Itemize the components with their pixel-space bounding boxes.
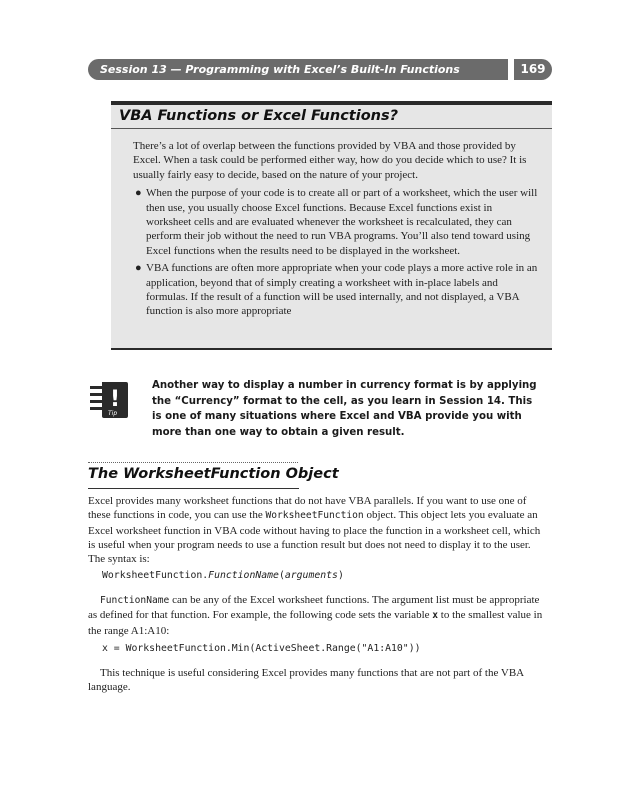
bullet-icon: ●: [135, 187, 142, 200]
inline-code-worksheetfunction: WorksheetFunction: [265, 510, 364, 522]
section-paragraph-3: [88, 666, 550, 695]
syntax-function-name: FunctionName: [208, 570, 279, 581]
sidebar-intro: There’s a lot of overlap between the functions provided by VBA and those provided by Excel. When a task could be performed either way, how do you decide which to use? It is usually fairly easy to decide, based on the nature of your project.: [133, 140, 527, 181]
syntax-open-paren: (: [278, 570, 285, 581]
sidebar-bullet-text: When the purpose of your code is to create all or part of a worksheet, which the user will then use, you usually choose Excel functions. Because Excel functions exist in worksheet cells and are evaluated whenever the worksheet is recalculated, they can perform their job without the need to run VBA programs. You’ll also tend toward using Excel functions when the results need to be displayed in the worksheet.: [146, 187, 538, 257]
sidebar-title: VBA Functions or Excel Functions?: [119, 108, 399, 124]
section-paragraph-2: [88, 593, 550, 638]
sidebar-title-rule: [111, 128, 552, 129]
tip-label: Tip: [108, 410, 118, 417]
tip-text: Another way to display a number in currency format is by applying the “Currency” format to the cell, as you learn in Session 14. This is one of many situations where Excel and VBA provide you with more than one way to obtain a given result.: [152, 380, 537, 438]
sidebar-bullet-item: [133, 261, 538, 319]
running-header-title: Session 13 — Programming with Excel’s Built-In Functions: [100, 63, 460, 76]
para1-text-b: object. This object lets you evaluate an Excel worksheet function in VBA code without having to place the function in a worksheet cell, which is useful when your program needs to use a function result but does not need to display it to the user. The syntax is:: [88, 509, 541, 566]
bullet-icon: ●: [135, 262, 142, 275]
sidebar-bullet-item: [133, 186, 538, 258]
section-title: The WorksheetFunction Object: [88, 466, 339, 482]
section-paragraph-1: [88, 494, 550, 566]
tip-exclamation: !: [109, 387, 121, 412]
syntax-close-paren: ): [337, 570, 344, 581]
running-header: [88, 59, 508, 80]
para2-text-b: to the smallest value in the range A1:A10:: [88, 609, 543, 637]
section-divider: [88, 462, 298, 464]
para1-text-a: Excel provides many worksheet functions that do not have VBA parallels. If you want to use one of these functions in code, you can use the: [88, 495, 527, 522]
sidebar-bullet-list: [133, 186, 538, 319]
sidebar-bullet-text: VBA functions are often more appropriate when your code plays a more active role in an application, beyond that of simply creating a worksheet with in-place labels and formulas. If the result of a function will be used internally, and not displayed, a VBA function is also more appropriate: [146, 262, 538, 318]
para2-text-a: can be any of the Excel worksheet functions. The argument list must be appropriate as defined for that function. For example, the following code sets the variable: [88, 594, 540, 622]
tip-icon: [90, 380, 130, 420]
section-title-rule: [88, 488, 299, 489]
sidebar-box: [111, 101, 552, 350]
tip-lines-icon: [90, 386, 102, 410]
inline-code-functionname: FunctionName: [100, 595, 170, 606]
page-number: 169: [514, 59, 552, 80]
syntax-arguments: arguments: [284, 570, 338, 581]
syntax-prefix: WorksheetFunction.: [102, 570, 209, 581]
sidebar-body: [133, 139, 538, 322]
syntax-code-line: [102, 570, 344, 581]
code-example-line: x = WorksheetFunction.Min(ActiveSheet.Range("A1:A10")): [102, 643, 421, 654]
para3-text: This technique is useful considering Excel provides many functions that are not part of the VBA language.: [88, 667, 524, 694]
inline-code-x: x: [432, 610, 439, 622]
